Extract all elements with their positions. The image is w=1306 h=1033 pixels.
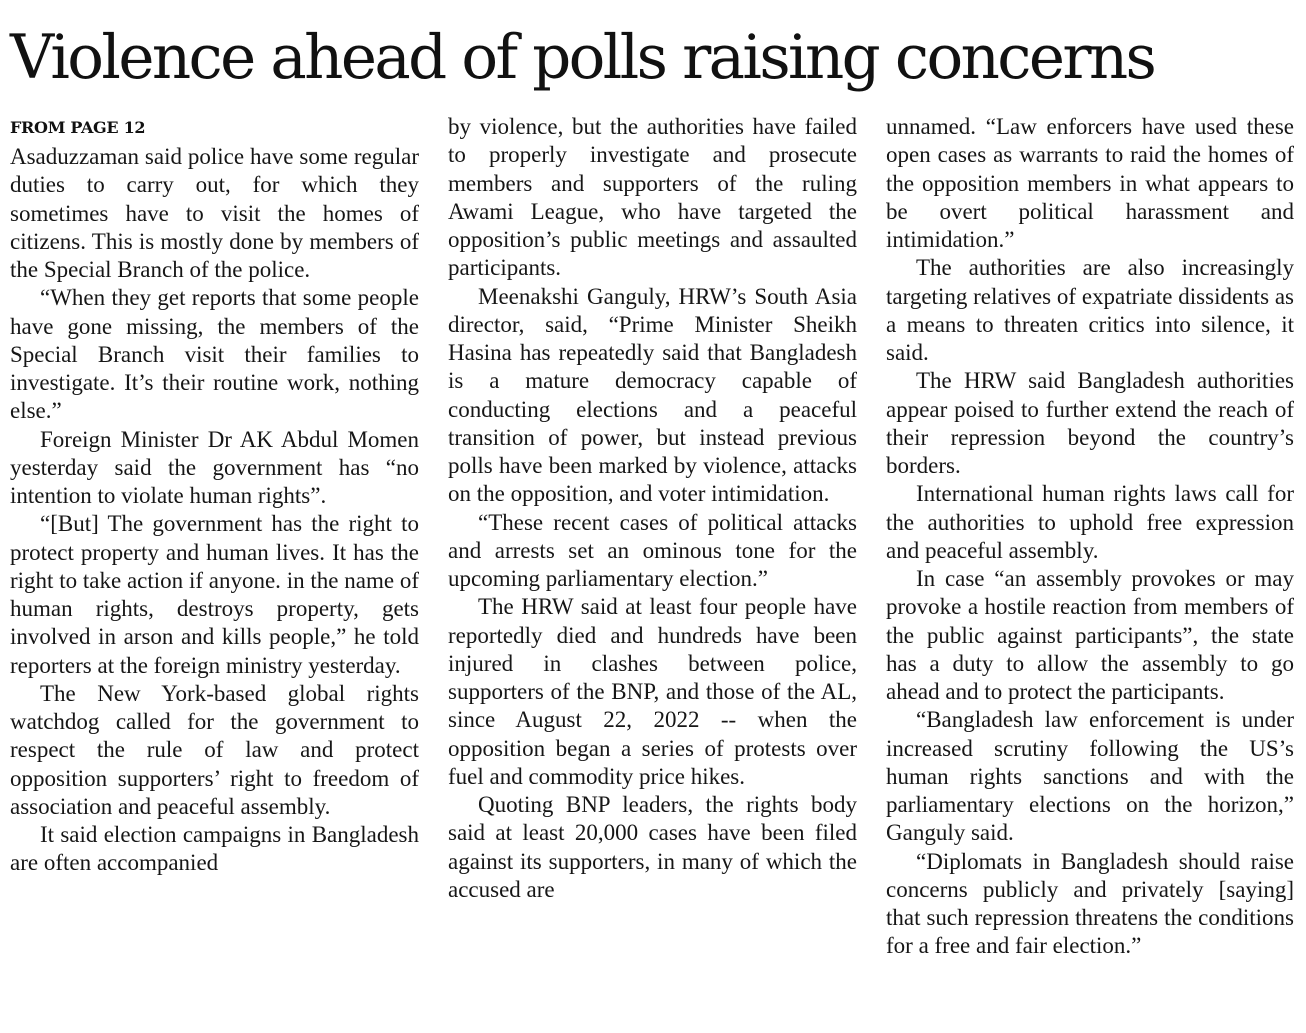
article-paragraph: Meenakshi Ganguly, HRW’s South Asia director, said, “Prime Minister Sheikh Hasina has repeatedly said that Bangladesh is a mature democracy capable of conducting elections and a peaceful transition of power, but instead previous polls have been marked by violence, attacks on the opposition, and voter intimidation. — [448, 283, 857, 507]
article-headline: Violence ahead of polls raising concerns — [10, 22, 1155, 93]
article-paragraph: “Bangladesh law enforcement is under increased scrutiny following the US’s human rights sanctions and with the parliamentary elections on the horizon,” Ganguly said. — [886, 707, 1294, 846]
article-column-3 — [886, 113, 1294, 1028]
article-paragraph: International human rights laws call for the authorities to uphold free expression and peaceful assembly. — [886, 481, 1294, 563]
article-paragraph: The HRW said Bangladesh authorities appear poised to further extend the reach of their repression beyond the country’s borders. — [886, 368, 1294, 478]
article-paragraph: unnamed. “Law enforcers have used these open cases as warrants to raid the homes of the opposition members in what appears to be overt political harassment and intimidation.” — [886, 114, 1294, 252]
article-paragraph: “Diplomats in Bangladesh should raise concerns publicly and privately [saying] that such repression threatens the conditions for a free and fair election.” — [886, 848, 1294, 959]
article-column-2 — [448, 113, 857, 1028]
article-paragraph: “[But] The government has the right to protect property and human lives. It has the right to take action if anyone. in the name of human rights, destroys property, gets involved in arson and kills people,” he told reporters at the foreign ministry yesterday. — [10, 511, 419, 678]
article-paragraph: by violence, but the authorities have failed to properly investigate and prosecute members and supporters of the ruling Awami League, who have targeted the opposition’s public meetings and assaulted participants. — [448, 114, 857, 281]
article-paragraph: The HRW said at least four people have reportedly died and hundreds have been injured in clashes between police, supporters of the BNP, and those of the AL, since August 22, 2022 -- when the opposition began a series of protests over fuel and commodity price hikes. — [448, 594, 857, 789]
article-paragraph: Quoting BNP leaders, the rights body said at least 20,000 cases have been filed against its supporters, in many of which the accused are — [448, 792, 857, 902]
article-paragraph: “These recent cases of political attacks and arrests set an ominous tone for the upcoming parliamentary election.” — [448, 509, 857, 591]
article-paragraph: Asaduzzaman said police have some regular duties to carry out, for which they sometimes have to visit the homes of citizens. This is mostly done by members of the Special Branch of the police. — [10, 144, 419, 282]
article-paragraph: In case “an assembly provokes or may provoke a hostile reaction from members of the public against participants”, the state has a duty to allow the assembly to go ahead and to protect the participants. — [886, 566, 1294, 704]
article-paragraph: The New York-based global rights watchdog called for the government to respect the rule of law and protect opposition supporters’ right to freedom of association and peaceful assembly. — [10, 680, 419, 819]
article-paragraph: It said election campaigns in Bangladesh are often accompanied — [10, 822, 419, 876]
article-paragraph: The authorities are also increasingly targeting relatives of expatriate dissidents as a means to threaten critics into silence, it said. — [886, 255, 1294, 365]
article-column-1 — [10, 113, 419, 1028]
article-paragraph: “When they get reports that some people have gone missing, the members of the Special Branch visit their families to investigate. It’s their routine work, nothing else.” — [10, 285, 419, 424]
continued-from-kicker: FROM PAGE 12 — [10, 118, 146, 137]
article-paragraph: Foreign Minister Dr AK Abdul Momen yesterday said the government has “no intention to violate human rights”. — [10, 426, 419, 508]
